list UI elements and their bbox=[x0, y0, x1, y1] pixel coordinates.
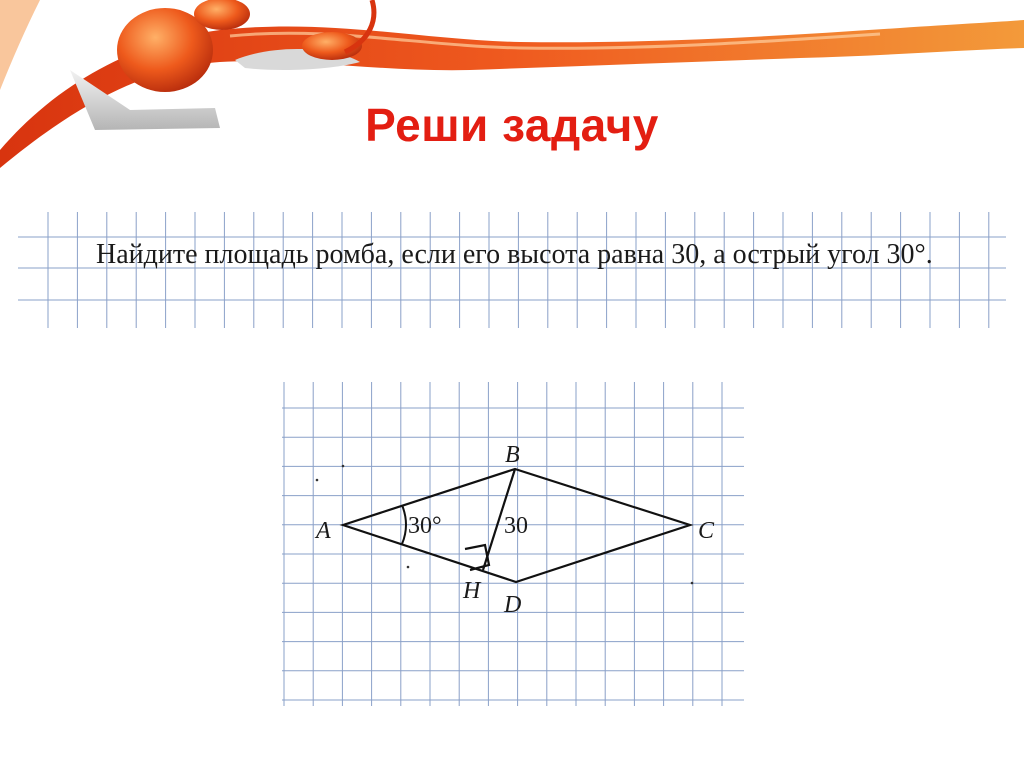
vertex-label-b: B bbox=[505, 442, 520, 468]
dot-mark bbox=[342, 465, 345, 468]
angle-label: 30° bbox=[408, 513, 442, 539]
rhombus-figure bbox=[282, 382, 744, 706]
vertex-label-c: C bbox=[698, 518, 715, 544]
problem-box bbox=[18, 212, 1006, 328]
slide-title: Реши задачу bbox=[365, 99, 659, 151]
problem-text: Найдите площадь ромба, если его высота равна 30, а острый угол 30°. bbox=[96, 239, 933, 270]
dot-mark bbox=[407, 566, 410, 569]
vertex-label-a: A bbox=[316, 518, 331, 544]
height-label: 30 bbox=[504, 513, 528, 539]
dot-mark bbox=[316, 479, 319, 482]
figure-grid bbox=[282, 382, 744, 706]
vertex-label-d: D bbox=[504, 592, 522, 618]
figure-canvas bbox=[282, 382, 744, 706]
dot-mark bbox=[691, 582, 694, 585]
foot-label-h: H bbox=[463, 578, 481, 604]
